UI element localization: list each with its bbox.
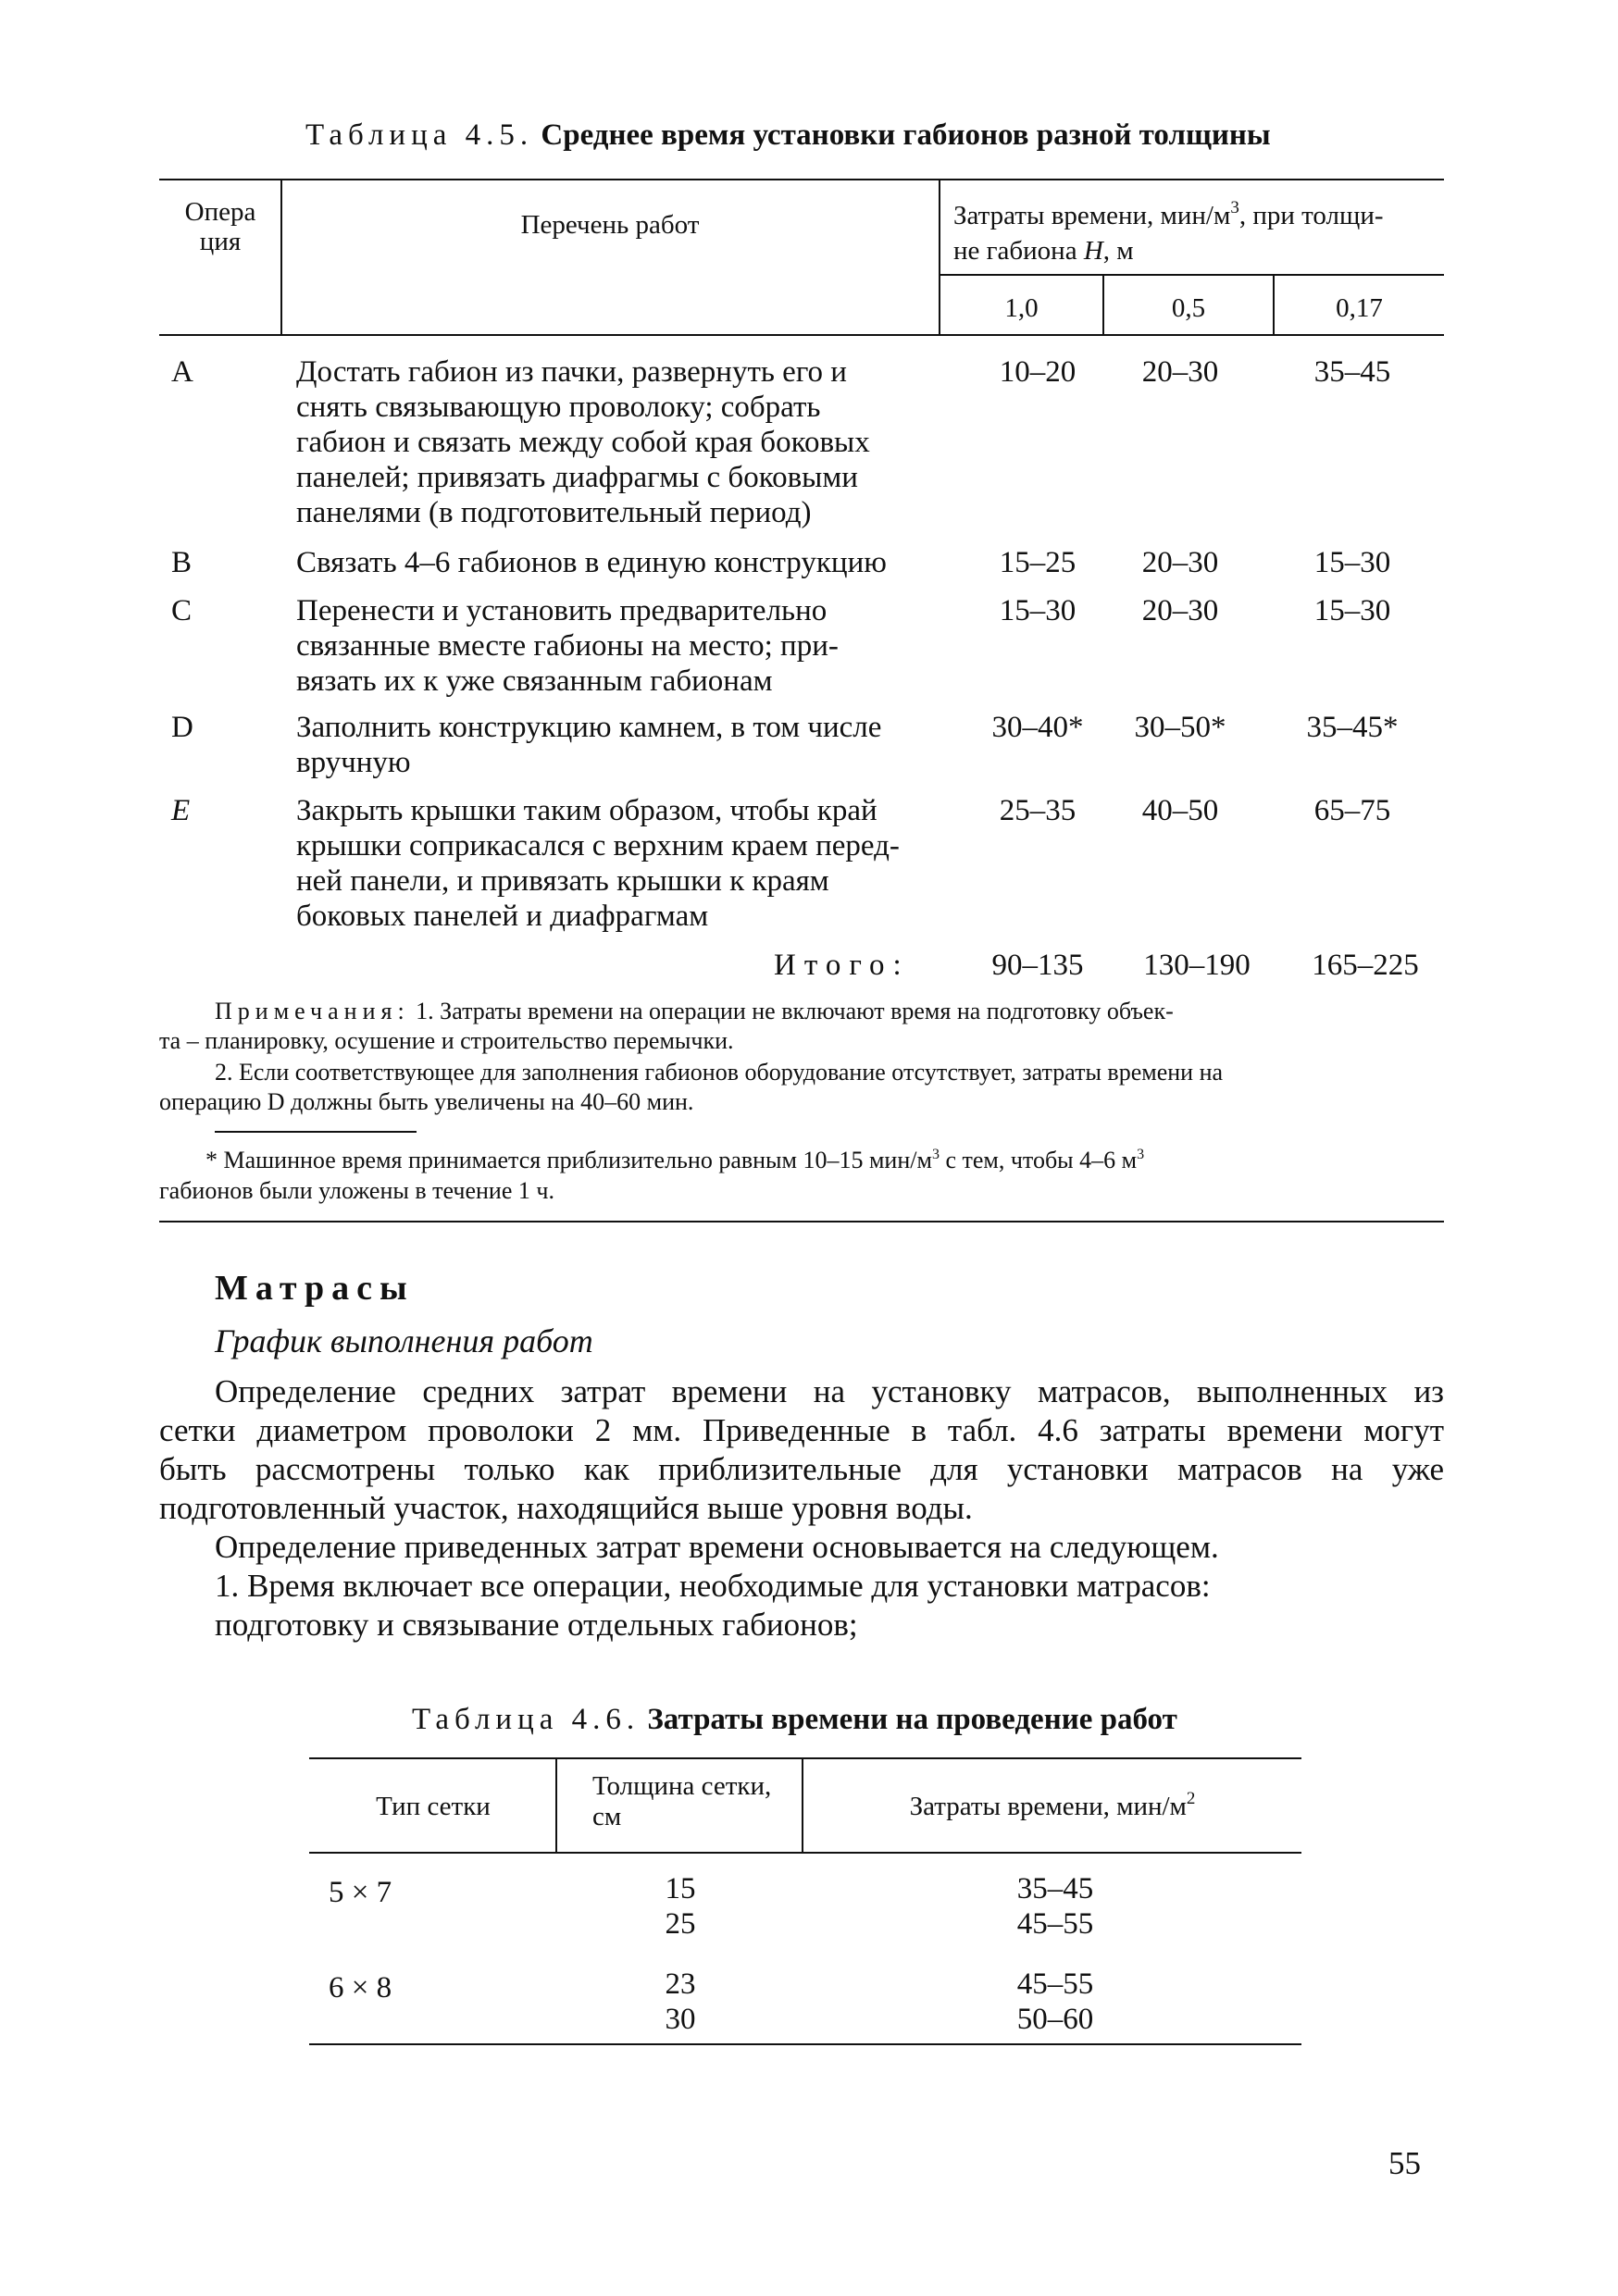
header-time-part4: , м <box>1102 236 1134 266</box>
header-time-sup: 2 <box>1186 1789 1196 1808</box>
table-4-5-top-rule <box>159 179 1444 180</box>
table-4-5-col-0-5: 0,5 <box>1171 293 1206 323</box>
row-d-operation: D <box>171 711 193 744</box>
table-4-6-header-bottom-rule <box>309 1852 1301 1854</box>
table-4-6-caption <box>412 1703 1177 1737</box>
row-e-works: Закрыть крышки таким образом, чтобы край крышки соприкасался с верхним краем перед- ней панели, и привязать крышки к краям боковых панелей и диафрагмам <box>296 794 900 933</box>
table-4-6-header-thickness: Толщина сетки, см <box>592 1771 772 1831</box>
row-b-works: Связать 4–6 габионов в единую конструкцию <box>296 546 887 579</box>
row-a-value-0-5: 20–30 <box>1141 355 1219 389</box>
row-d-works: Заполнить конструкцию камнем, в том числе вручную <box>296 711 882 779</box>
footnote-part-2: с тем, чтобы 4–6 м <box>939 1147 1138 1173</box>
row-e-value-0-5: 40–50 <box>1141 794 1219 827</box>
table-4-6-bottom-rule <box>309 2043 1301 2045</box>
header-time-part1: Затраты времени, мин/м <box>953 201 1231 230</box>
table-4-5-header-works: Перечень работ <box>520 210 700 240</box>
table-4-5-header-bottom-rule <box>159 334 1444 336</box>
table-4-6-row-2-type: 6 × 8 <box>329 1971 392 2004</box>
row-d-value-0-5: 30–50* <box>1134 711 1226 744</box>
table-4-5-bottom-rule <box>159 1221 1444 1222</box>
table-4-5-col-1-0: 1,0 <box>1004 293 1039 323</box>
header-time-H: H <box>1083 236 1103 266</box>
paragraph-3-line-1: 1. Время включает все операции, необходимые для установки матрасов: <box>215 1568 1211 1604</box>
header-time-text: Затраты времени, мин/м <box>909 1792 1187 1821</box>
table-4-5-caption <box>305 118 1271 153</box>
table-4-6-header-type: Тип сетки <box>376 1792 491 1821</box>
table-4-5-total-1-0: 90–135 <box>991 949 1084 982</box>
table-4-5-total-0-17: 165–225 <box>1312 949 1419 982</box>
row-a-value-0-17: 35–45 <box>1313 355 1391 389</box>
row-c-value-0-5: 20–30 <box>1141 594 1219 627</box>
note-1-line-2: та – планировку, осушение и строительство перемычки. <box>159 1027 734 1054</box>
row-c-value-1-0: 15–30 <box>999 594 1077 627</box>
table-4-5-total-label: Итого: <box>774 949 910 982</box>
row-a-value-1-0: 10–20 <box>999 355 1077 389</box>
row-e-value-0-17: 65–75 <box>1313 794 1391 827</box>
row-a-operation: A <box>171 355 193 389</box>
table-4-5-caption-label: Таблица 4.5. <box>305 118 534 152</box>
table-4-6-top-rule <box>309 1757 1301 1759</box>
row-b-value-1-0: 15–25 <box>999 546 1077 579</box>
table-4-5-header-operation <box>163 197 278 256</box>
table-4-6-row-1-time: 35–45 45–55 <box>1016 1872 1094 1941</box>
table-4-6-row-1-thickness: 15 25 <box>665 1872 696 1941</box>
page-number: 55 <box>1388 2145 1421 2181</box>
header-time-part2: , при толщи- <box>1238 201 1384 230</box>
table-4-5-footnote-line-1 <box>205 1146 1444 1179</box>
row-c-operation: C <box>171 594 193 627</box>
row-b-value-0-5: 20–30 <box>1141 546 1219 579</box>
row-e-value-1-0: 25–35 <box>999 794 1077 827</box>
row-d-value-0-17: 35–45* <box>1306 711 1399 744</box>
table-4-6-header-vdivider <box>555 1757 557 1852</box>
table-4-5-note-1 <box>215 997 1174 1026</box>
paragraph-3-line-2: подготовку и связывание отдельных габионов; <box>215 1607 858 1643</box>
section-heading: Матрасы <box>215 1269 415 1308</box>
paragraph-1-line-4: подготовленный участок, находящийся выше уровня воды. <box>159 1490 973 1526</box>
paragraph-1-line-1 <box>159 1372 1444 1411</box>
row-b-value-0-17: 15–30 <box>1313 546 1391 579</box>
row-a-works: Достать габион из пачки, развернуть его и снять связывающую проволоку; собрать габион и связать между собой края боковых панелей; привязать диафрагмы с боковыми панелями (в подготовительный период) <box>296 355 870 529</box>
row-d-value-1-0: 30–40* <box>991 711 1084 744</box>
row-c-value-0-17: 15–30 <box>1313 594 1391 627</box>
table-4-5-caption-title: Среднее время установки габионов разной толщины <box>541 118 1271 152</box>
table-4-5-header-time <box>953 200 1384 267</box>
paragraph-2: Определение приведенных затрат времени основывается на следующем. <box>215 1529 1219 1565</box>
paragraph-1-text-1: Определение средних затрат времени на установку матрасов, выполненных из <box>215 1373 1444 1409</box>
note-2-line-2: операцию D должны быть увеличены на 40–60 мин. <box>159 1088 694 1115</box>
header-time-sup: 3 <box>1230 198 1239 217</box>
table-4-5-subheader-rule <box>939 274 1444 276</box>
table-4-5-header-vdivider <box>280 179 282 334</box>
table-4-5-col-0-17: 0,17 <box>1336 293 1383 323</box>
table-4-6-row-1-type: 5 × 7 <box>329 1876 392 1909</box>
note-2-line-1: 2. Если соответствующее для заполнения габионов оборудование отсутствует, затраты времени на <box>215 1059 1224 1086</box>
table-4-6-caption-title: Затраты времени на проведение работ <box>647 1703 1177 1736</box>
row-c-works: Перенести и установить предварительно связанные вместе габионы на место; при- вязать их к уже связанным габионам <box>296 594 839 698</box>
table-4-6-caption-label: Таблица 4.6. <box>412 1703 641 1736</box>
header-operation-text: Операция <box>184 197 256 256</box>
footnote-part-1: * Машинное время принимается приблизительно равным 10–15 мин/м <box>205 1147 932 1173</box>
table-4-5-total-0-5: 130–190 <box>1143 949 1251 982</box>
row-b-operation: B <box>171 546 193 579</box>
table-4-6-header-time <box>803 1791 1301 1826</box>
footnote-separator <box>215 1131 417 1133</box>
note-1-line-1: 1. Затраты времени на операции не включают время на подготовку объек- <box>409 998 1174 1024</box>
section-subheading: График выполнения работ <box>215 1322 593 1359</box>
paragraph-1-line-2: сетки диаметром проволоки 2 мм. Приведенные в табл. 4.6 затраты времени могут <box>159 1412 1444 1448</box>
footnote-sup-2: 3 <box>1137 1147 1145 1162</box>
table-4-6-row-2-time: 45–55 50–60 <box>1016 1967 1094 2036</box>
note-label: Примечания: <box>215 998 410 1024</box>
row-e-operation: E <box>171 794 191 827</box>
paragraph-1-line-3: быть рассмотрены только как приблизительные для установки матрасов на уже <box>159 1451 1444 1487</box>
footnote-sup-1: 3 <box>931 1147 940 1162</box>
table-4-6-row-2-thickness: 23 30 <box>665 1967 696 2036</box>
table-4-5-footnote-line-2: габионов были уложены в течение 1 ч. <box>159 1177 554 1204</box>
header-time-part3: не габиона <box>953 236 1084 266</box>
